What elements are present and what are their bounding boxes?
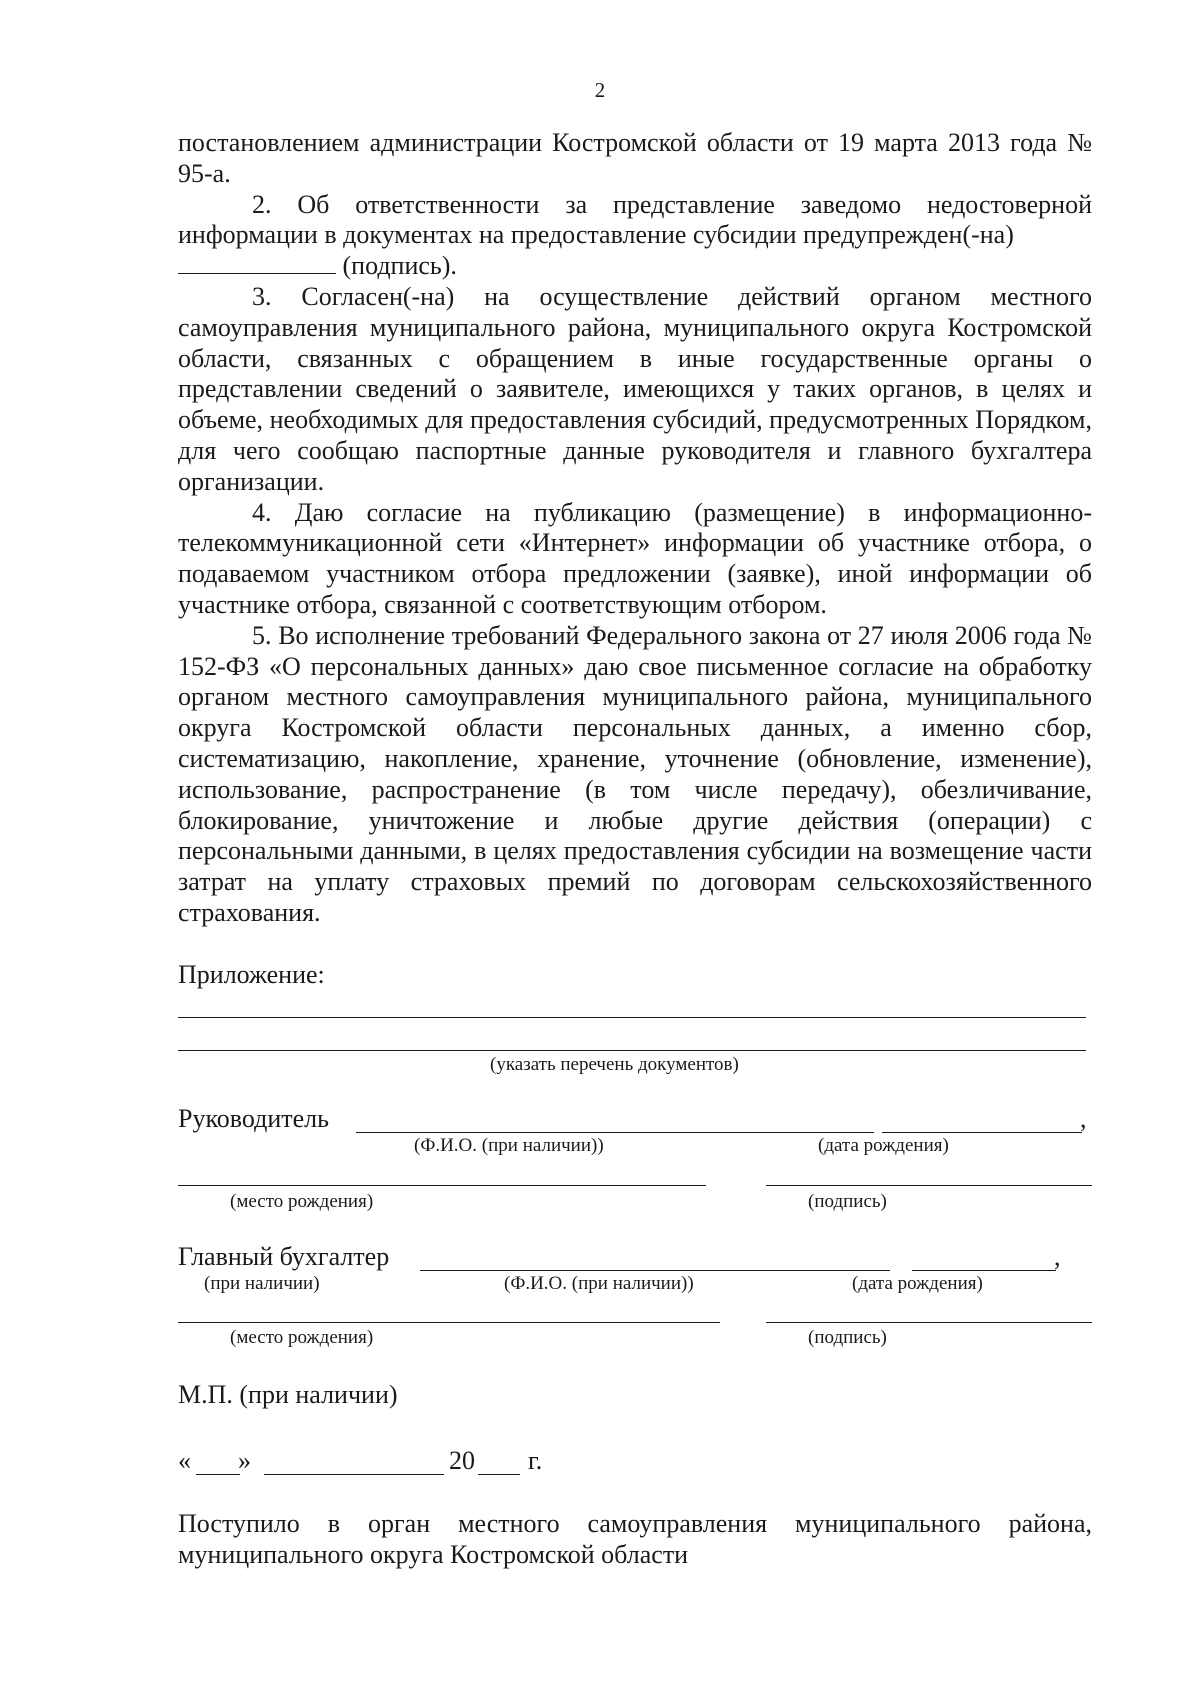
accountant-sign-line — [766, 1322, 1092, 1323]
date-year-line — [478, 1474, 520, 1475]
paragraph-2: 2. Об ответственности за представление заведомо недостоверной информации в документах на предоставление субсидии предупрежден(-на) — [178, 189, 1092, 250]
accountant-fio-caption: (Ф.И.О. (при наличии)) — [504, 1273, 694, 1294]
stamp-label: М.П. (при наличии) — [178, 1380, 398, 1409]
accountant-pob-caption: (место рождения) — [230, 1327, 374, 1348]
director-fio-line — [356, 1132, 874, 1133]
date-year-prefix: 20 — [449, 1446, 475, 1475]
appendix-line-1 — [178, 1017, 1086, 1018]
signature-blank — [178, 251, 336, 274]
date-day-line — [196, 1474, 240, 1475]
accountant-sign-caption: (подпись) — [808, 1327, 887, 1348]
paragraph-5: 5. Во исполнение требований Федерального закона от 27 июля 2006 года № 152-ФЗ «О персональных данных» даю свое письменное согласие на обработку органом местного самоуправления муниципального района, муниципального округа Костромской области персональных данных, а именно сбор, систематизацию, накопление, хранение, уточнение (обновление, изменение), использование, распространение (в том числе передачу), обезличивание, блокирование, уничтожение и любые другие действия (операции) с персональными данными, в целях предоставления субсидии на возмещение части затрат на уплату страховых премий по договорам сельскохозяйственного страхования. — [178, 620, 1092, 927]
page-number: 2 — [594, 78, 606, 102]
date-year-suffix: г. — [528, 1446, 543, 1475]
director-pob-line — [178, 1185, 706, 1186]
director-dob-line — [882, 1132, 1082, 1133]
signature-note: (подпись). — [342, 251, 457, 281]
paragraph-1-continuation: постановлением администрации Костромской области от 19 марта 2013 года № 95-а. — [178, 128, 1092, 188]
director-sign-caption: (подпись) — [808, 1191, 887, 1212]
director-comma: , — [1080, 1104, 1087, 1133]
date-open-quote: « — [178, 1446, 191, 1475]
appendix-caption: (указать перечень документов) — [490, 1054, 739, 1075]
director-pob-caption: (место рождения) — [230, 1191, 374, 1212]
accountant-dob-line — [912, 1270, 1056, 1271]
director-dob-caption: (дата рождения) — [818, 1135, 949, 1156]
accountant-comma: , — [1054, 1242, 1061, 1271]
director-fio-caption: (Ф.И.О. (при наличии)) — [414, 1135, 604, 1156]
director-label: Руководитель — [178, 1104, 329, 1133]
paragraph-3: 3. Согласен(-на) на осуществление действий органом местного самоуправления муниципального района, муниципального округа Костромской области, связанных с обращением в иные государственные органы о представлении сведений о заявителе, имеющихся у таких органов, в целях и объеме, необходимых для предоставления субсидий, предусмотренных Порядком, для чего сообщаю паспортные данные руководителя и главного бухгалтера организации. — [178, 281, 1092, 496]
date-month-line — [264, 1474, 444, 1475]
paragraph-4: 4. Даю согласие на публикацию (размещение) в информационно-телекоммуникационной сети «Интернет» информации об участнике отбора, о подаваемом участником отбора предложении (заявке), иной информации об участнике отбора, связанной с соответствующим отбором. — [178, 497, 1092, 619]
accountant-fio-line — [420, 1270, 890, 1271]
appendix-label: Приложение: — [178, 960, 325, 989]
accountant-label: Главный бухгалтер — [178, 1242, 390, 1271]
paragraph-2-signature — [178, 251, 1092, 282]
document-body — [178, 128, 1092, 929]
date-close-quote: » — [238, 1446, 251, 1475]
received-note: Поступило в орган местного самоуправления муниципального района, муниципального округа Костромской области — [178, 1509, 1092, 1569]
appendix-line-2 — [178, 1050, 1086, 1051]
accountant-sub-label: (при наличии) — [204, 1273, 320, 1294]
director-sign-line — [766, 1185, 1092, 1186]
accountant-pob-line — [178, 1322, 720, 1323]
accountant-dob-caption: (дата рождения) — [852, 1273, 983, 1294]
